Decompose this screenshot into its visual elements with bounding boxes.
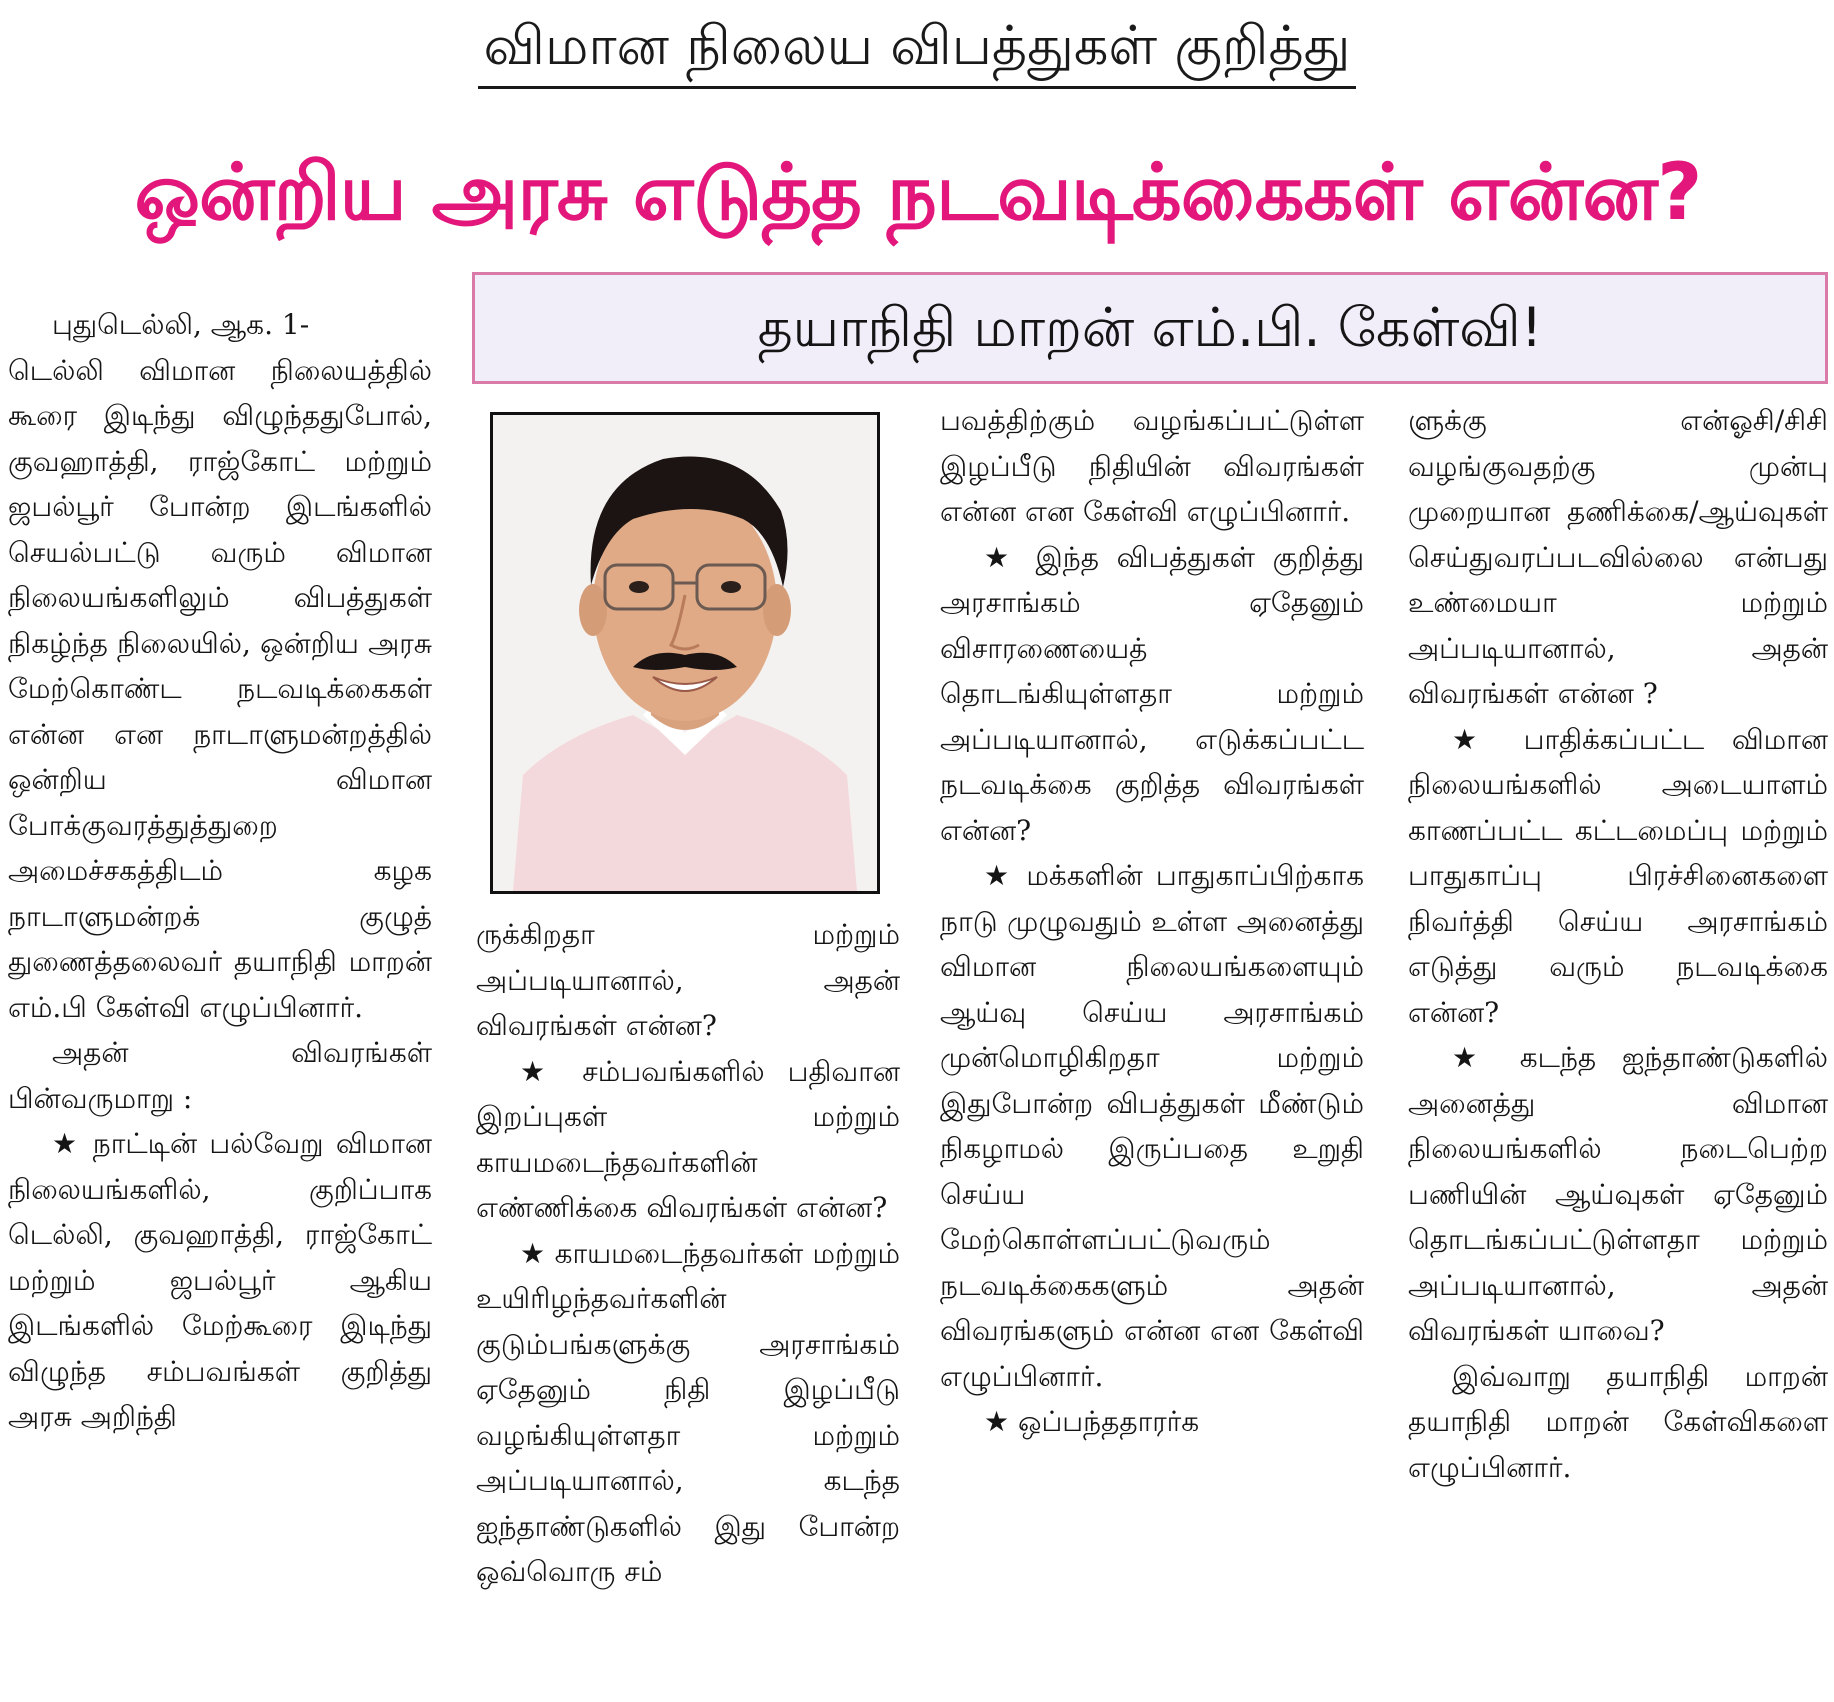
subhead-box (472, 272, 1828, 384)
paragraph: அதன் விவரங்கள் பின்வருமாறு : (8, 1036, 432, 1115)
article-column-3 (940, 398, 1364, 1696)
article-column-2 (476, 912, 900, 1696)
question-item: ★ ஒப்பந்ததாரர்க (984, 1405, 1200, 1438)
question-item: ★ மக்களின் பாதுகாப்பிற்காக நாடு முழுவதும் உள்ள அனைத்து விமான நிலையங்களையும் ஆய்வு செய்ய அரசாங்கம் முன்மொழிகிறதா மற்றும் இதுபோன்ற விபத்துகள் மீண்டும் நிகழாமல் இருப்பதை உறுதி செய்ய மேற்கொள்ளப்பட்டுவரும் நடவடிக்கைகளும் அதன் விவரங்களும் என்ன என கேள்வி எழுப்பினார். (940, 859, 1364, 1393)
article-column-1 (8, 302, 432, 1696)
question-item: ★ காயமடைந்தவர்கள் மற்றும் உயிரிழந்தவர்களின் குடும்பங்களுக்கு அரசாங்கம் ஏதேனும் நிதி இழப்பீடு வழங்கியுள்ளதா மற்றும் அப்படியானால், கடந்த ஐந்தாண்டுகளில் இது போன்ற ஒவ்வொரு சம் (476, 1236, 900, 1588)
question-item: ★ நாட்டின் பல்வேறு விமான நிலையங்களில், குறிப்பாக டெல்லி, குவஹாத்தி, ராஜ்கோட் மற்றும் ஜபல்பூர் ஆகிய இடங்களில் மேற்கூரை இடிந்து விழுந்த சம்பவங்கள் குறித்து அரசு அறிந்தி (8, 1127, 432, 1433)
kicker-text: விமான நிலைய விபத்துகள் குறித்து (478, 10, 1357, 89)
article-column-4 (1408, 398, 1828, 1696)
question-item: ★ பாதிக்கப்பட்ட விமான நிலையங்களில் அடையாளம் காணப்பட்ட கட்டமைப்பு மற்றும் பாதுகாப்பு பிரச்சினைகளை நிவர்த்தி செய்ய அரசாங்கம் எடுத்து வரும் நடவடிக்கை என்ன? (1408, 722, 1828, 1029)
kicker-heading (0, 10, 1834, 92)
portrait-photo (490, 412, 880, 894)
paragraph: டெல்லி விமான நிலையத்தில் கூரை இடிந்து விழுந்ததுபோல், குவஹாத்தி, ராஜ்கோட் மற்றும் ஜபல்பூர் போன்ற இடங்களில் செயல்பட்டு வரும் விமான நிலையங்களிலும் விபத்துகள் நிகழ்ந்த நிலையில், ஒன்றிய அரசு மேற்கொண்ட நடவடிக்கைகள் என்ன என நாடாளுமன்றத்தில் ஒன்றிய விமான போக்குவரத்துத்துறை அமைச்சகத்திடம் கழக நாடாளுமன்றக் குழுத் துணைத்தலைவர் தயாநிதி மாறன் எம்.பி கேள்வி எழுப்பினார். (8, 353, 432, 1024)
dateline: புதுடெல்லி, ஆக. 1- (52, 308, 310, 341)
headline: ஒன்றிய அரசு எடுத்த நடவடிக்கைகள் என்ன? (134, 148, 1702, 238)
portrait-icon (493, 415, 877, 891)
closing-paragraph: இவ்வாறு தயாநிதி மாறன் தயாநிதி மாறன் கேள்விகளை எழுப்பினார். (1408, 1359, 1828, 1484)
subhead-text: தயாநிதி மாறன் எம்.பி. கேள்வி! (757, 296, 1543, 359)
question-item: ★ கடந்த ஐந்தாண்டுகளில் அனைத்து விமான நிலையங்களில் நடைபெற்ற பணியின் ஆய்வுகள் ஏதேனும் தொடங்கப்பட்டுள்ளதா மற்றும் அப்படியானால், அதன் விவரங்கள் யாவை? (1408, 1041, 1828, 1347)
question-item: ★ இந்த விபத்துகள் குறித்து அரசாங்கம் ஏதேனும் விசாரணையைத் தொடங்கியுள்ளதா மற்றும் அப்படியானால், எடுக்கப்பட்ட நடவடிக்கை குறித்த விவரங்கள் என்ன? (940, 540, 1364, 847)
paragraph: ருக்கிறதா மற்றும் அப்படியானால், அதன் விவரங்கள் என்ன? (476, 918, 900, 1042)
question-item: ★ சம்பவங்களில் பதிவான இறப்புகள் மற்றும் காயமடைந்தவர்களின் எண்ணிக்கை விவரங்கள் என்ன? (476, 1054, 900, 1224)
paragraph: பவத்திற்கும் வழங்கப்பட்டுள்ள இழப்பீடு நிதியின் விவரங்கள் என்ன என கேள்வி எழுப்பினார். (940, 404, 1364, 528)
paragraph: ளுக்கு என்ஓசி/சிசி வழங்குவதற்கு முன்பு முறையான தணிக்கை/ஆய்வுகள் செய்துவரப்படவில்லை என்பது உண்மையா மற்றும் அப்படியானால், அதன் விவரங்கள் என்ன ? (1408, 404, 1828, 710)
